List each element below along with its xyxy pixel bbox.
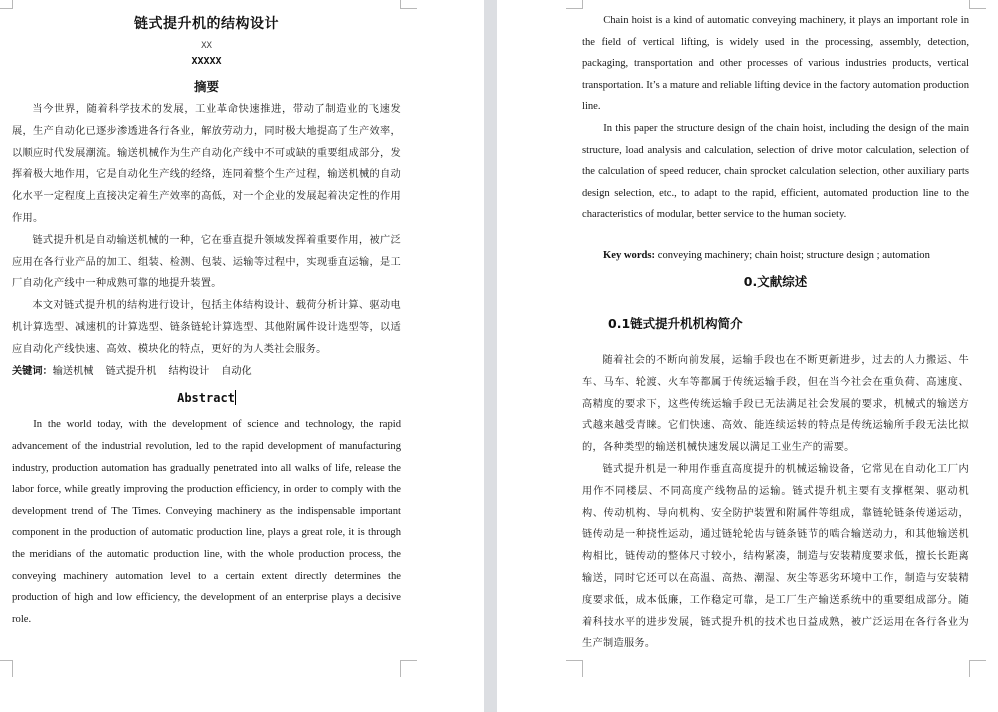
document-page-left xyxy=(0,0,484,712)
document-page-right xyxy=(497,0,998,712)
abstract-heading-en xyxy=(12,385,401,411)
page-corner-mark xyxy=(400,0,417,9)
page-corner-mark xyxy=(969,0,986,9)
abstract-paragraph-cn: 链式提升机是自动输送机械的一种，它在垂直提升领域发挥着重要作用，被广泛应用在各行业产品的加工、组装、检测、包装、运输等过程中，实现垂直运输，是工厂自动化产线中一种成熟可靠的地提升装置。 xyxy=(12,234,401,290)
keywords-label-en: Key words: xyxy=(603,249,656,261)
page-corner-mark xyxy=(400,660,417,677)
abstract-paragraph-en: In the world today, with the development of science and technology, the rapid advancement of the industrial revolution, led to the rapid development of manufacturing industry, production automation has gradually penetrated into all walks of life, release the labor force, while greatly improving the production efficiency, in order to comply with the development trend of The Times. Conveying machinery as the indispensable important component in the production of automatic production line, plays a great role, it is through the meridians of the automatic production line, with the whole production process, the conveying machinery automation level to a certain extent directly determines the production of high and low efficiency, the development of an enterprise plays a decisive role. xyxy=(12,419,401,625)
page-body[interactable] xyxy=(12,10,401,630)
keyword-item: 自动化 xyxy=(221,365,252,377)
page-gutter xyxy=(484,0,497,712)
keyword-item: 链式提升机 xyxy=(105,365,157,377)
keywords-en xyxy=(603,246,969,266)
page-corner-mark xyxy=(969,660,986,677)
abstract-paragraph-cn: 当今世界，随着科学技术的发展，工业革命快速推进，带动了制造业的飞速发展，生产自动化已逐步渗透进各行各业，解放劳动力，同时极大地提高了生产效率，以顺应时代发展潮流。输送机械作为生产自动化产线中不可或缺的重要组成部分，发挥着极大地作用，它是自动化生产线的经络，连同着整个生产过程，输送机械的自动化水平一定程度上直接决定着生产效率的高低，对一个企业的发展起着决定性的作用作用。 xyxy=(12,104,401,224)
subsection-heading: 0.1链式提升机机构简介 xyxy=(608,315,743,331)
keyword-item: 结构设计 xyxy=(168,365,210,377)
page-body[interactable] xyxy=(582,10,969,655)
author-name: XX xyxy=(201,41,212,51)
abstract-paragraph-en: In this paper the structure design of the chain hoist, including the design of the main structure, load analysis and calculation, selection of drive motor calculation, selection of the calculation of speed reducer, chain sprocket calculation selection, other auxiliary parts design selection, etc., to adapt to the rapid, efficient, automated production line to the characteristics of modular, better service to the human society. xyxy=(582,122,969,221)
text-cursor xyxy=(235,390,236,405)
keywords-cn xyxy=(12,361,401,383)
author-affiliation: XXXXX xyxy=(191,56,222,67)
abstract-paragraph-en: Chain hoist is a kind of automatic conveying machinery, it plays an important role in the field of vertical lifting, is widely used in the processing, assembly, detection, packaging, transportation and other processes of various industries products, vertical transportation. It’s a mature and reliable lifting device in the factory automation production line. xyxy=(582,15,969,113)
page-corner-mark xyxy=(566,660,583,677)
body-paragraph: 链式提升机是一种用作垂直高度提升的机械运输设备，它常见在自动化工厂内用作不同楼层、不同高度产线物品的运输。链式提升机主要有支撑框架、驱动机构、传动机构、导向机构、安全防护装置和附属件等组成，靠链轮链条传递运动，链传动是一种挠性运动，通过链轮轮齿与链条链节的啮合输送动力，和其他输送机构相比，链传动的整体尺寸较小，结构紧凑，制造与安装精度要求低，擅长长距离输送，同时它还可以在高温、高热、潮湿、灰尘等恶劣环境中工作，制造与安装精度要求低，成本低廉，工作稳定可靠，是工厂生产输送系统中的重要组成部分。随着科技水平的进步发展，链式提升机的技术也日益成熟，被广泛运用在各行各业为生产制造服务。 xyxy=(582,463,969,650)
abstract-heading-en-text: Abstract xyxy=(177,391,235,406)
abstract-heading-cn: 摘要 xyxy=(193,79,219,94)
section-heading: 0.文献综述 xyxy=(743,273,808,289)
body-paragraph: 随着社会的不断向前发展，运输手段也在不断更新进步，过去的人力搬运、牛车、马车、轮渡、火车等都属于传统运输手段，但在当今社会在重负荷、高速度、高精度的要求下，这些传统运输手段已无法满足社会发展的要求，机械式的输送方式越来越受青睐。它们快速、高效、能连续运转的特点是传统运输所手段无法比拟的，各种类型的输送机械快速发展以满足工业生产的需要。 xyxy=(582,354,969,454)
page-corner-mark xyxy=(0,0,13,9)
page-corner-mark xyxy=(566,0,583,9)
abstract-paragraph-cn: 本文对链式提升机的结构进行设计，包括主体结构设计、载荷分析计算、驱动电机计算选型、减速机的计算选型、链条链轮计算选型、其他附属件设计选型等，以适应自动化产线快速、高效、模块化的特点，更好的为人类社会服务。 xyxy=(12,300,401,355)
keyword-item: 输送机械 xyxy=(52,365,94,377)
document-title: 链式提升机的结构设计 xyxy=(134,16,279,32)
keywords-label-cn: 关键词： xyxy=(12,365,53,377)
keywords-en-list: conveying machinery; chain hoist; structure design ; automation xyxy=(657,249,930,261)
page-corner-mark xyxy=(0,660,13,677)
